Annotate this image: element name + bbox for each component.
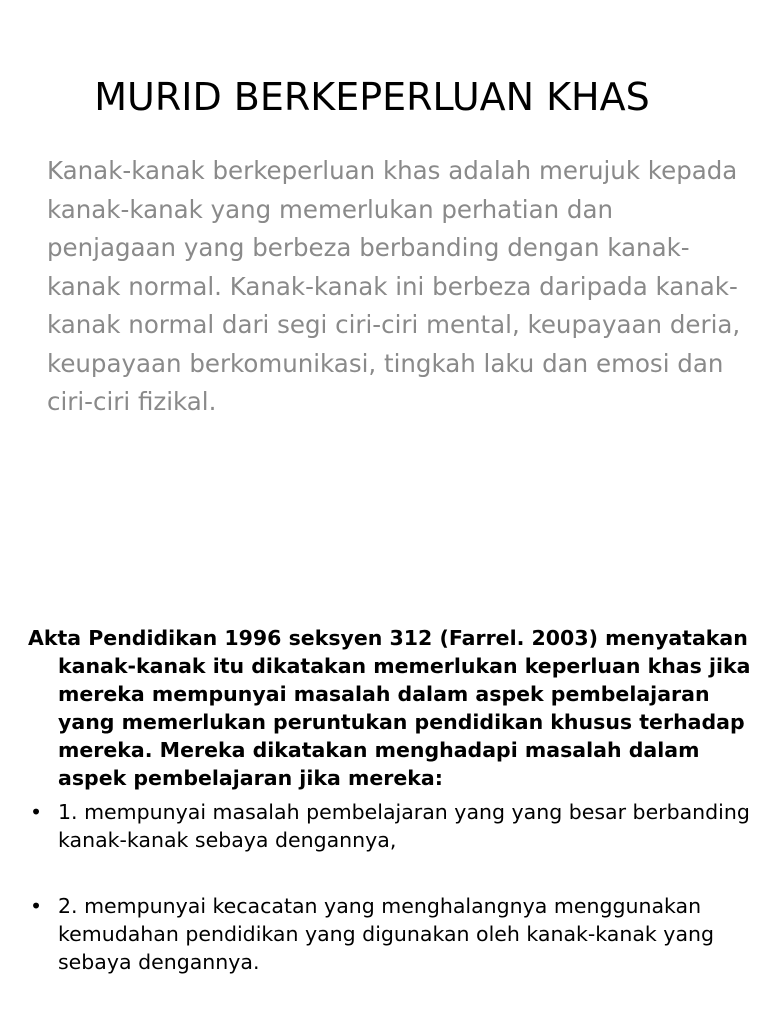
slide-title: MURID BERKEPERLUAN KHAS <box>94 75 650 119</box>
bullet-item-1 <box>28 798 760 854</box>
lead-paragraph: Akta Pendidikan 1996 seksyen 312 (Farrel. 2003) menyatakan kanak-kanak itu dikatakan memerlukan keperluan khas jika mereka mempunyai masalah dalam aspek pembelajaran yang memerlukan peruntukan pendidikan khusus terhadap mereka. Mereka dikatakan menghadapi masalah dalam aspek pembelajaran jika mereka: <box>28 626 751 790</box>
bullet-text: 1. mempunyai masalah pembelajaran yang yang besar berbanding kanak-kanak sebaya dengannya, <box>58 800 750 852</box>
content-body <box>28 624 760 976</box>
bullet-list <box>28 798 760 976</box>
bullet-item-2 <box>28 892 760 976</box>
slide-subtitle: Kanak-kanak berkeperluan khas adalah merujuk kepada kanak-kanak yang memerlukan perhatian dan penjagaan yang berbeza berbanding dengan kanak-kanak normal. Kanak-kanak ini berbeza daripada kanak-kanak normal dari segi ciri-ciri mental, keupayaan deria, keupayaan berkomunikasi, tingkah laku dan emosi dan ciri-ciri fizikal. <box>47 156 741 416</box>
bullet-text: 2. mempunyai kecacatan yang menghalangnya menggunakan kemudahan pendidikan yang digunakan oleh kanak-kanak yang sebaya dengannya. <box>58 894 715 974</box>
bullet-dot-icon: • <box>30 800 43 824</box>
bullet-dot-icon: • <box>30 894 43 918</box>
